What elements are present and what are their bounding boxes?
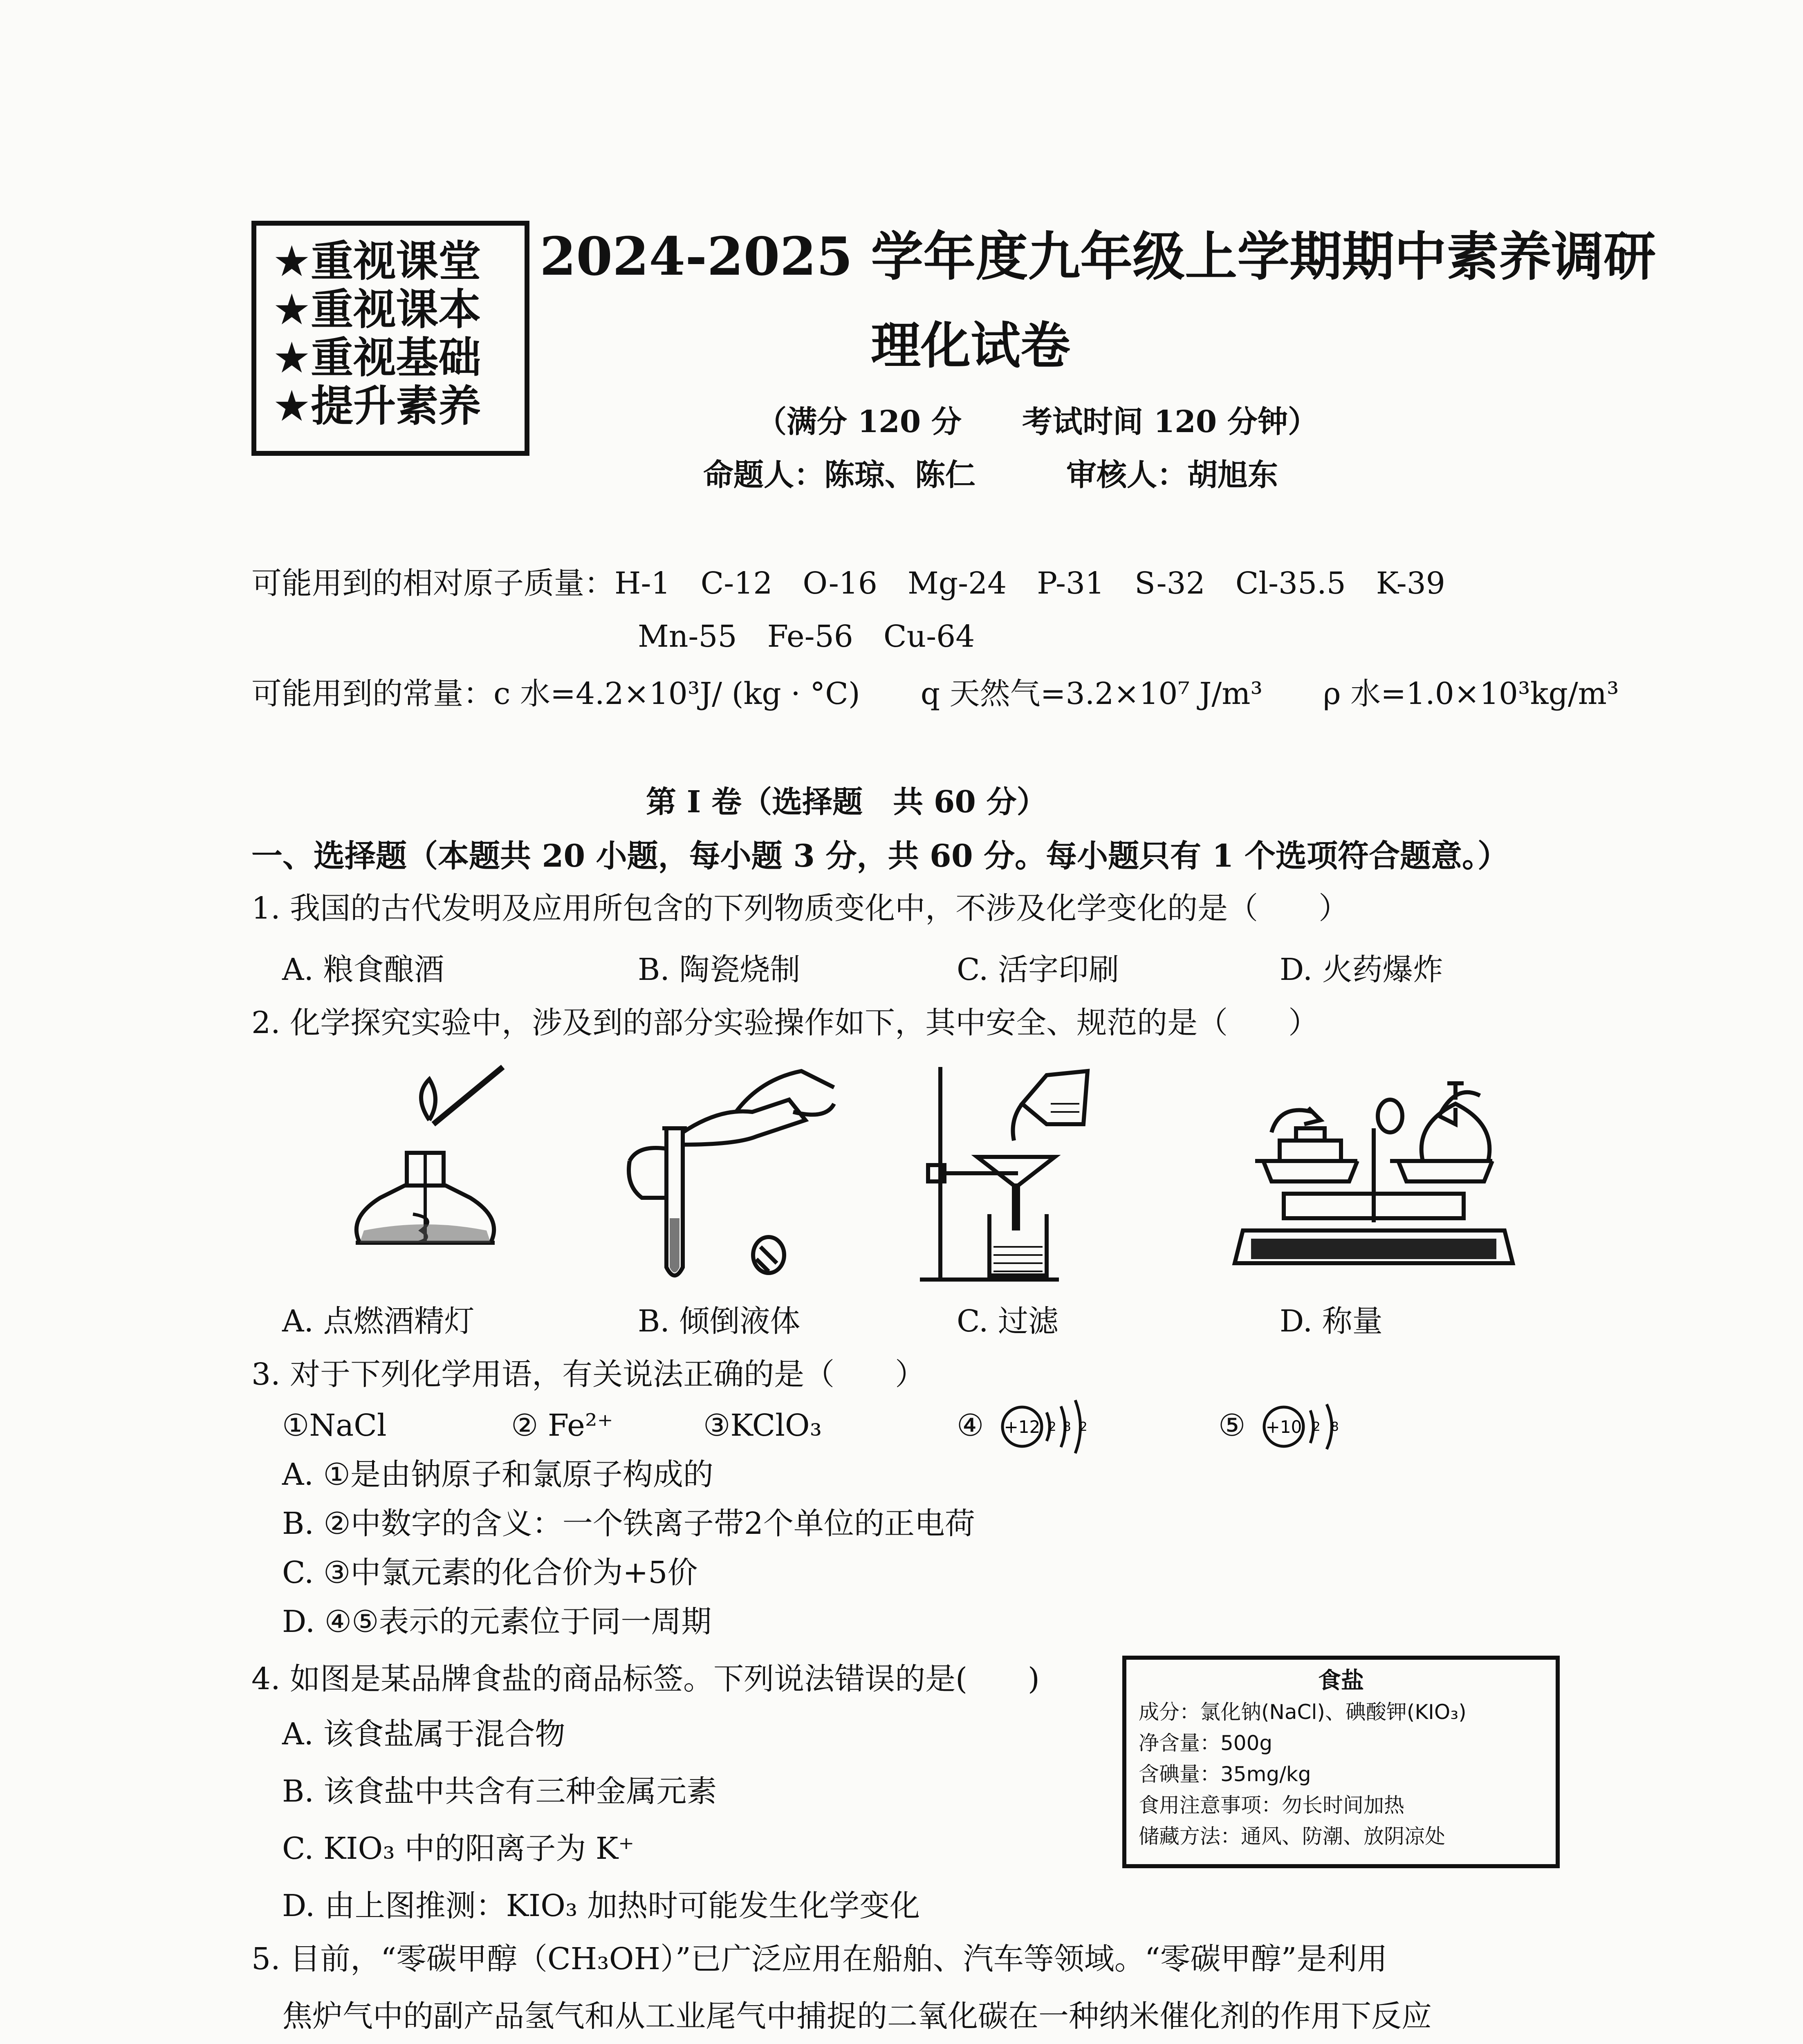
- q1-option-d: D. 火药爆炸: [1280, 952, 1443, 987]
- q2-option-c: C. 过滤: [957, 1304, 1059, 1339]
- atom5-nucleus: +10: [1265, 1417, 1302, 1437]
- atom4-nucleus: +12: [1004, 1417, 1041, 1437]
- constants-line: 可能用到的常量：c 水=4.2×10³J/ (kg · °C) q 天然气=3.2×10⁷ J/m³ ρ 水=1.0×10³kg/m³: [251, 676, 1619, 711]
- salt-label-title: 食盐: [1318, 1667, 1364, 1694]
- salt-label-line: 净含量：500g: [1139, 1731, 1273, 1755]
- q3-item-2: ② Fe²⁺: [511, 1408, 613, 1443]
- salt-label-line: 成分：氯化钠(NaCl)、碘酸钾(KIO₃): [1139, 1700, 1467, 1724]
- atom-structure-5: [1259, 1392, 1357, 1457]
- q2-option-d: D. 称量: [1280, 1304, 1383, 1339]
- slogan-box: [251, 221, 529, 456]
- q3-option-b: B. ②中数字的含义：一个铁离子带2个单位的正电荷: [282, 1506, 975, 1541]
- salt-label-line: 食用注意事项：勿长时间加热: [1139, 1793, 1404, 1817]
- slogan-1: ★重视课堂: [273, 236, 481, 286]
- q3-option-c: C. ③中氯元素的化合价为+5价: [282, 1555, 698, 1590]
- q1-option-a: A. 粮食酿酒: [282, 952, 444, 987]
- q3-item-4: ④: [957, 1408, 984, 1443]
- q3-stem: 3. 对于下列化学用语，有关说法正确的是（ ）: [251, 1357, 926, 1392]
- q5-stem-line-1: 5. 目前，“零碳甲醇（CH₃OH）”已广泛应用在船舶、汽车等领域。“零碳甲醇”是利用: [251, 1941, 1388, 1977]
- atomic-mass-line-1: 可能用到的相对原子质量：H-1 C-12 O-16 Mg-24 P-31 S-32 Cl-35.5 K-39: [251, 566, 1445, 601]
- atom4-shell-2: 8: [1063, 1420, 1071, 1434]
- score-time: （满分 120 分 考试时间 120 分钟）: [756, 404, 1318, 439]
- atom4-shell-3: 2: [1079, 1420, 1088, 1434]
- q3-item-1: ①NaCl: [282, 1408, 387, 1443]
- q5-stem-line-2: 焦炉气中的副产品氢气和从工业尾气中捕捉的二氧化碳在一种纳米催化剂的作用下反应: [282, 1999, 1432, 2034]
- q1-stem: 1. 我国的古代发明及应用所包含的下列物质变化中，不涉及化学变化的是（ ）: [251, 891, 1349, 926]
- atom5-shell-2: 8: [1331, 1420, 1339, 1434]
- exam-title: 2024-2025 学年度九年级上学期期中素养调研: [540, 226, 1656, 287]
- atomic-mass-line-2: Mn-55 Fe-56 Cu-64: [638, 619, 975, 654]
- exam-subtitle: 理化试卷: [871, 316, 1070, 375]
- atom5-shell-1: 2: [1312, 1420, 1321, 1434]
- q4-option-d: D. 由上图推测：KIO₃ 加热时可能发生化学变化: [282, 1888, 920, 1923]
- authors: 命题人：陈琼、陈仁 审核人：胡旭东: [703, 457, 1278, 493]
- salt-label: [1122, 1656, 1560, 1868]
- q4-stem: 4. 如图是某品牌食盐的商品标签。下列说法错误的是( ): [251, 1661, 1040, 1697]
- q3-item-5: ⑤: [1218, 1408, 1246, 1443]
- q1-option-c: C. 活字印刷: [957, 952, 1119, 987]
- filtration-figure: [912, 1059, 1124, 1296]
- q2-option-b: B. 倾倒液体: [638, 1304, 801, 1339]
- q3-option-d: D. ④⑤表示的元素位于同一周期: [282, 1604, 712, 1639]
- q2-option-a: A. 点燃酒精灯: [282, 1304, 475, 1339]
- pour-liquid-figure: [613, 1063, 842, 1292]
- salt-label-line: 储藏方法：通风、防潮、放阴凉处: [1139, 1824, 1445, 1848]
- q1-option-b: B. 陶瓷烧制: [638, 952, 801, 987]
- alcohol-lamp-figure: [335, 1063, 515, 1292]
- q2-stem: 2. 化学探究实验中，涉及到的部分实验操作如下，其中安全、规范的是（ ）: [251, 1005, 1319, 1040]
- slogan-2: ★重视课本: [273, 285, 481, 334]
- slogan-3: ★重视基础: [273, 333, 481, 383]
- atom4-shell-1: 2: [1048, 1420, 1056, 1434]
- q4-option-a: A. 该食盐属于混合物: [282, 1717, 565, 1752]
- atom-structure-4: [998, 1392, 1104, 1457]
- slogan-4: ★提升素养: [273, 381, 481, 431]
- salt-label-line: 含碘量：35mg/kg: [1139, 1762, 1311, 1786]
- balance-figure: [1227, 1059, 1521, 1288]
- q4-option-c: C. KIO₃ 中的阳离子为 K⁺: [282, 1831, 635, 1866]
- q3-item-3: ③KClO₃: [703, 1408, 822, 1443]
- q4-option-b: B. 该食盐中共含有三种金属元素: [282, 1774, 717, 1809]
- section-instruction: 一、选择题（本题共 20 小题，每小题 3 分，共 60 分。每小题只有 1 个选项符合题意。）: [251, 838, 1509, 874]
- section-title: 第 I 卷（选择题 共 60 分）: [646, 784, 1047, 820]
- q3-option-a: A. ①是由钠原子和氯原子构成的: [282, 1457, 713, 1492]
